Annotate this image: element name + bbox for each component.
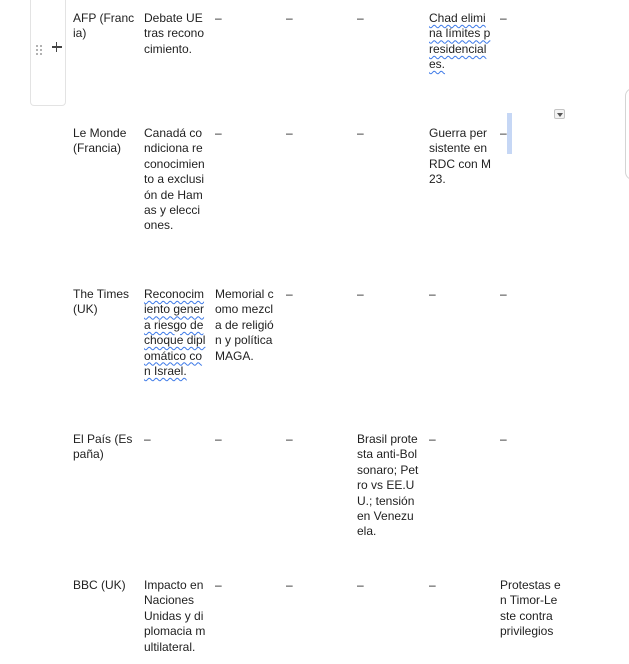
table-cell[interactable]: – — [286, 432, 293, 446]
table-cell[interactable]: – — [429, 432, 436, 446]
table-cell[interactable]: – — [286, 11, 293, 25]
table-cell[interactable]: – — [286, 578, 293, 592]
table-cell[interactable]: – — [215, 432, 222, 446]
table-cell[interactable]: – — [357, 287, 364, 301]
table-cell[interactable]: Memorial como mezcla de religión y política MAGA. — [215, 287, 274, 363]
table-cell[interactable]: Chad elimina límites presidenciales. — [429, 11, 491, 72]
table-cell[interactable]: – — [215, 11, 222, 25]
table-cell[interactable]: – — [357, 126, 364, 140]
table-cell[interactable]: Reconocimiento genera riesgo de choque diplomático con Israel. — [144, 287, 206, 379]
table-cell[interactable]: Protestas en Timor-Leste contra privilegios — [500, 578, 561, 639]
table-cell[interactable]: – — [500, 11, 507, 25]
table-cell[interactable]: – — [429, 287, 436, 301]
table-cell[interactable]: – — [215, 578, 222, 592]
table-cell-source[interactable]: Le Monde (Francia) — [73, 126, 127, 156]
table-cell-source[interactable]: AFP (Francia) — [73, 11, 135, 41]
row-controls — [30, 0, 66, 106]
table-cell-source[interactable]: BBC (UK) — [73, 578, 126, 592]
table-cell[interactable]: Brasil protesta anti-Bolsonaro; Petro vs EE.UU.; tensión en Venezuela. — [357, 432, 419, 539]
table-cell[interactable]: – — [500, 287, 507, 301]
add-row-icon[interactable] — [52, 42, 62, 52]
table-cell[interactable]: – — [429, 578, 436, 592]
table-cell[interactable]: Impacto en Naciones Unidas y diplomacia multilateral. — [144, 578, 206, 654]
table-cell[interactable]: – — [144, 432, 151, 446]
table-cell[interactable]: Debate UE tras reconocimiento. — [144, 11, 205, 56]
table-cell[interactable]: – — [286, 287, 293, 301]
cell-dropdown-icon[interactable] — [554, 109, 565, 119]
table-cell[interactable]: – — [215, 126, 222, 140]
table-cell-source[interactable]: El País (España) — [73, 432, 133, 462]
side-panel-handle[interactable] — [625, 88, 629, 180]
table-cell[interactable]: – — [357, 11, 364, 25]
table-cell[interactable]: – — [286, 126, 293, 140]
table-cell[interactable]: – — [500, 126, 507, 140]
table-cell[interactable]: Guerra persistente en RDC con M23. — [429, 126, 492, 187]
table-cell[interactable]: – — [500, 432, 507, 446]
table-cell[interactable]: – — [357, 578, 364, 592]
drag-handle-icon[interactable] — [35, 44, 43, 56]
table-cell-source[interactable]: The Times (UK) — [73, 287, 130, 317]
table-cell[interactable]: Canadá condiciona reconocimiento a exclusión de Hamas y elecciones. — [144, 126, 205, 233]
text-cursor-highlight — [507, 113, 512, 154]
